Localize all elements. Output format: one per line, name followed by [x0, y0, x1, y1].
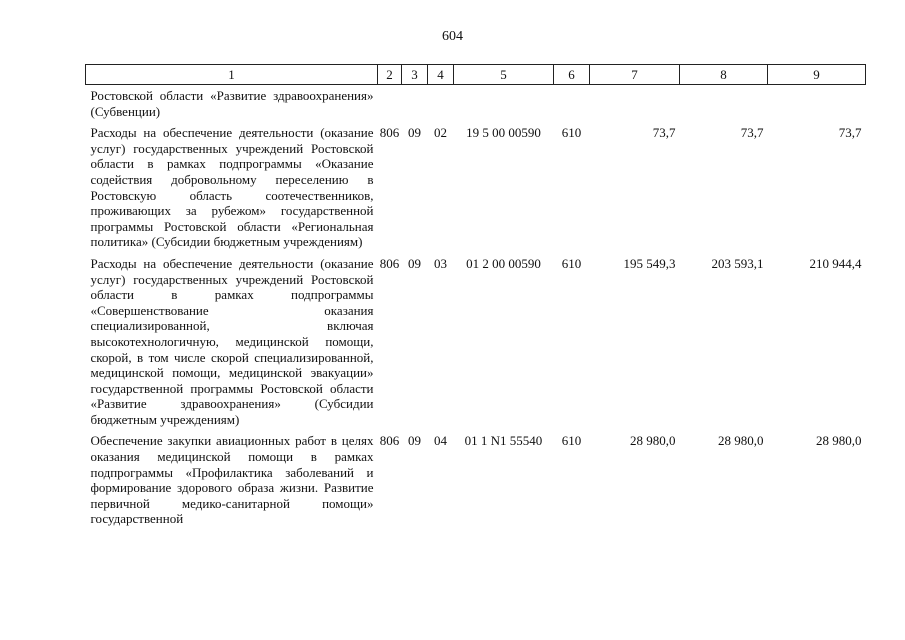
row-amount-col7: 73,7 — [652, 125, 676, 141]
header-cell-2: 2 — [378, 65, 402, 85]
row-amount-col8: 203 593,1 — [711, 255, 764, 271]
row-subsection-code: 03 — [434, 255, 447, 271]
header-cell-3: 3 — [402, 65, 428, 85]
row-target-article — [454, 85, 554, 120]
row-target-article: 01 1 N1 55540 — [464, 433, 543, 449]
row-expense-type: 610 — [561, 125, 582, 141]
table-body — [86, 85, 866, 528]
row-amount-col9: 28 980,0 — [816, 433, 862, 449]
row-expense-type — [554, 85, 590, 120]
table-row — [86, 250, 866, 428]
row-section-code: 09 — [408, 433, 421, 449]
header-cell-8: 8 — [680, 65, 768, 85]
row-expense-type: 610 — [561, 255, 582, 271]
header-cell-5: 5 — [454, 65, 554, 85]
row-section-code — [402, 85, 428, 120]
header-cell-7: 7 — [590, 65, 680, 85]
row-ministry-code: 806 — [379, 255, 400, 271]
row-description: Расходы на обеспечение деятельности (оказание услуг) государственных учреждений Ростовской области в рамках подпрограммы «Оказание содействия добровольному переселению в Ростовскую область соотечественников, проживающих за рубежом» государственной программы Ростовской области «Региональная политика» (Субсидии бюджетным учреждениям) — [90, 125, 374, 250]
row-subsection-code: 04 — [434, 433, 447, 449]
row-amount-col7: 195 549,3 — [623, 255, 676, 271]
header-row — [86, 65, 866, 85]
row-description: Обеспечение закупки авиационных работ в целях оказания медицинской помощи в рамках подпрограммы «Профилактика заболеваний и формирование здорового образа жизни. Развитие первичной медико-санитарной помощи» государственной — [90, 433, 374, 527]
header-cell-6: 6 — [554, 65, 590, 85]
row-description: Ростовской области «Развитие здравоохранения» (Субвенции) — [90, 88, 374, 119]
table-row — [86, 427, 866, 527]
row-ministry-code: 806 — [379, 433, 400, 449]
table-header — [86, 65, 866, 85]
row-amount-col8: 28 980,0 — [718, 433, 764, 449]
row-target-article: 01 2 00 00590 — [466, 255, 541, 271]
row-ministry-code: 806 — [379, 125, 400, 141]
header-cell-4: 4 — [428, 65, 454, 85]
page-number: 604 — [442, 29, 463, 44]
row-section-code: 09 — [408, 125, 421, 141]
row-expense-type: 610 — [561, 433, 582, 449]
row-amount-col9: 73,7 — [838, 125, 862, 141]
header-cell-9: 9 — [768, 65, 866, 85]
row-amount-col8: 73,7 — [740, 125, 764, 141]
header-cell-1: 1 — [86, 65, 378, 85]
row-amount-col7 — [590, 85, 680, 120]
row-description: Расходы на обеспечение деятельности (оказание услуг) государственных учреждений Ростовской области в рамках подпрограммы «Совершенствование оказания специализированной, включая высокотехнологичную, медицинской помощи, скорой, в том числе скорой специализированной, медицинской помощи, медицинской эвакуации» государственной программы Ростовской области «Развитие здравоохранения» (Субсидии бюджетным учреждениям) — [90, 255, 374, 427]
row-ministry-code — [378, 85, 402, 120]
row-amount-col8 — [680, 85, 768, 120]
row-target-article: 19 5 00 00590 — [466, 125, 541, 141]
budget-table — [85, 64, 866, 527]
row-amount-col9: 210 944,4 — [809, 255, 862, 271]
table-row — [86, 85, 866, 120]
row-subsection-code — [428, 85, 454, 120]
row-amount-col7: 28 980,0 — [630, 433, 676, 449]
row-amount-col9 — [768, 85, 866, 120]
row-subsection-code: 02 — [434, 125, 447, 141]
row-section-code: 09 — [408, 255, 421, 271]
table-row — [86, 119, 866, 250]
